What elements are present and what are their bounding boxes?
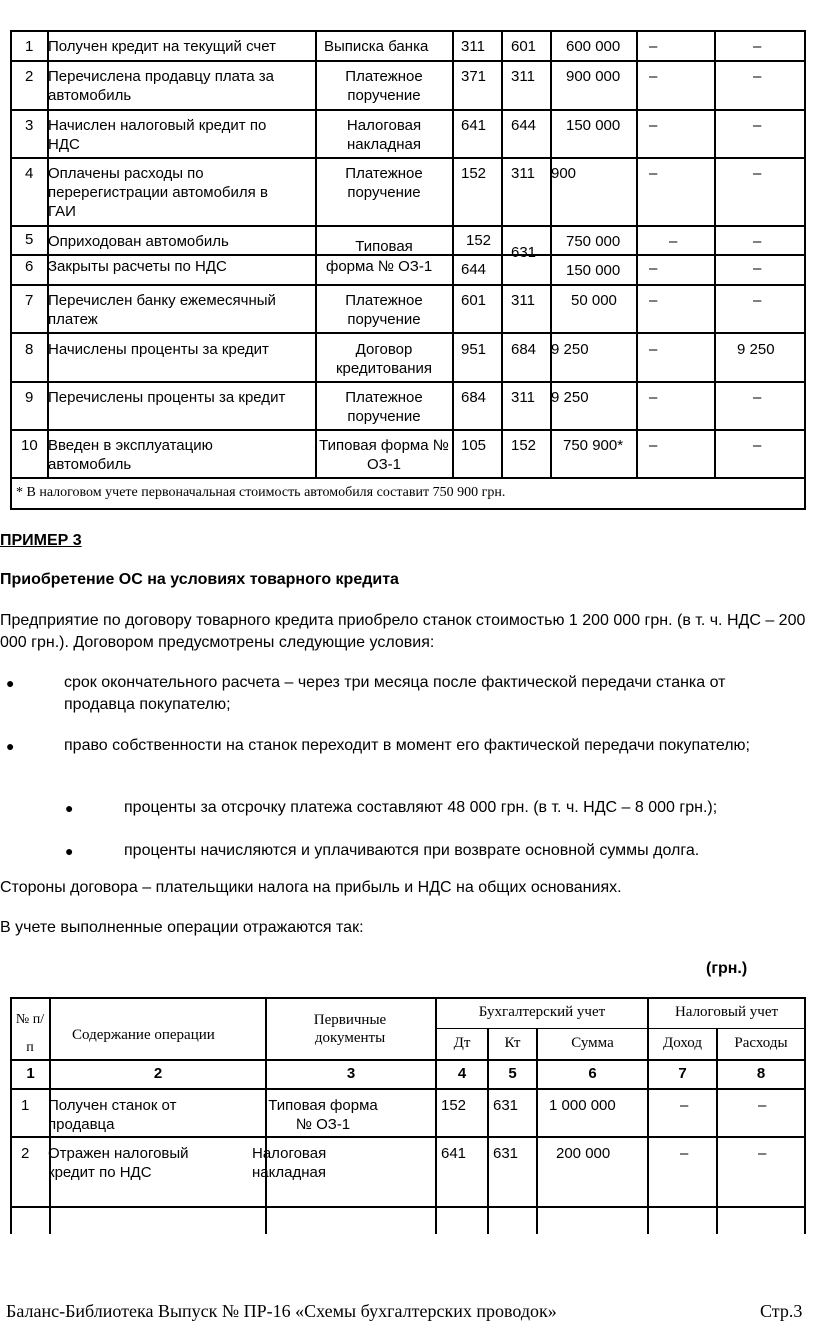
credit-account: 644 xyxy=(511,117,537,134)
debit-account: 152 xyxy=(466,232,492,249)
row-number: 8 xyxy=(25,341,34,358)
amount: 600 000 xyxy=(566,38,621,55)
credit-account: 631 xyxy=(493,1097,519,1114)
credit-account: 311 xyxy=(511,165,535,182)
amount: 200 000 xyxy=(556,1145,611,1162)
intro-paragraph: Предприятие по договору товарного кредита приобрело станок стоимостью 1 200 000 грн. (в т. ч. НДС – 200 000 грн.). Договором предусмотрены следующие условия: xyxy=(0,612,806,651)
bullet-icon: ● xyxy=(6,675,15,691)
tax-expense: – xyxy=(753,165,762,182)
column-number: 6 xyxy=(588,1065,597,1082)
header-debit: Дт xyxy=(453,1035,471,1051)
section-subheading: Приобретение ОС на условиях товарного кредита xyxy=(0,571,399,588)
amount: 900 000 xyxy=(566,68,621,85)
document-text: Договор кредитования xyxy=(335,341,433,377)
column-number: 2 xyxy=(153,1065,163,1082)
tax-expense: – xyxy=(753,389,762,406)
debit-account: 641 xyxy=(461,117,487,134)
credit-account: 601 xyxy=(511,38,537,55)
header-tax: Налоговый учет xyxy=(674,1004,779,1020)
reflect-paragraph: В учете выполненные операции отражаются так: xyxy=(0,919,364,936)
condition-item: срок окончательного расчета – через три месяца после фактической передачи станка от продавца покупателю; xyxy=(64,674,726,713)
amount: 1 000 000 xyxy=(549,1097,616,1114)
row-number: 1 xyxy=(21,1097,30,1114)
header-number: № п/п xyxy=(15,1012,45,1054)
amount: 9 250 xyxy=(551,389,589,406)
tax-income: – xyxy=(680,1145,689,1162)
row-number: 7 xyxy=(25,292,34,309)
row-number: 9 xyxy=(25,389,34,406)
operation-text: Перечислена продавцу плата за автомобиль xyxy=(48,68,275,104)
debit-account: 601 xyxy=(461,292,487,309)
debit-account: 641 xyxy=(441,1145,467,1162)
credit-account: 684 xyxy=(511,341,537,358)
column-number: 8 xyxy=(756,1065,766,1082)
tax-expense: – xyxy=(753,38,762,55)
amount: 50 000 xyxy=(571,292,617,309)
tax-income: – xyxy=(680,1097,689,1114)
row-number: 1 xyxy=(25,38,34,55)
amount: 9 250 xyxy=(551,341,589,358)
amount: 750 000 xyxy=(566,233,621,250)
column-number: 1 xyxy=(26,1065,35,1082)
amount: 900 xyxy=(551,165,577,182)
operation-text: Закрыты расчеты по НДС xyxy=(48,258,227,275)
header-expenses: Расходы xyxy=(734,1035,788,1051)
operation-text: Перечислен банку ежемесячный платеж xyxy=(48,292,276,328)
row-number: 2 xyxy=(25,68,34,85)
amount: 750 900* xyxy=(563,437,624,454)
tax-income: – xyxy=(649,437,658,454)
credit-account: 311 xyxy=(511,389,535,406)
tax-expense: – xyxy=(753,437,762,454)
amount: 150 000 xyxy=(566,117,621,134)
row-number: 10 xyxy=(21,437,38,454)
bullet-icon: ● xyxy=(6,738,15,754)
document-text: Платежное поручение xyxy=(345,292,423,328)
operation-text: Начислены проценты за кредит xyxy=(48,341,269,358)
header-amount: Сумма xyxy=(571,1035,614,1051)
tax-income: – xyxy=(649,117,658,134)
debit-account: 311 xyxy=(461,38,485,55)
footer-publication: Баланс-Библиотека Выпуск № ПР-16 «Схемы бухгалтерских проводок» xyxy=(6,1301,557,1321)
section-heading: ПРИМЕР 3 xyxy=(0,532,82,549)
row-number: 6 xyxy=(25,258,34,275)
operation-text: Получен кредит на текущий счет xyxy=(48,38,276,55)
unit-label: (грн.) xyxy=(706,960,748,977)
header-documents: Первичные документы xyxy=(313,1012,387,1046)
condition-subitem: проценты за отсрочку платежа составляют 48 000 грн. (в т. ч. НДС – 8 000 грн.); xyxy=(124,799,718,816)
debit-account: 152 xyxy=(461,165,487,182)
document-text: Платежное поручение xyxy=(345,165,423,201)
amount: 150 000 xyxy=(566,262,621,279)
bullet-icon: ● xyxy=(65,800,74,816)
document-text: Налоговая накладная xyxy=(252,1145,327,1181)
tax-income: – xyxy=(669,233,678,250)
tax-expense: – xyxy=(758,1145,767,1162)
tax-income: – xyxy=(649,68,658,85)
header-income: Доход xyxy=(663,1035,702,1051)
tax-expense: – xyxy=(753,68,762,85)
credit-account: 311 xyxy=(511,292,535,309)
row-number: 4 xyxy=(25,165,34,182)
tax-expense: – xyxy=(753,117,762,134)
debit-account: 644 xyxy=(461,261,487,278)
header-credit: Кт xyxy=(504,1035,521,1051)
operation-text: Начислен налоговый кредит по НДС xyxy=(48,117,267,153)
tax-income: – xyxy=(649,38,658,55)
column-number: 3 xyxy=(346,1065,356,1082)
debit-account: 951 xyxy=(461,341,487,358)
operation-text: Получен станок от продавца xyxy=(48,1097,177,1133)
row-number: 3 xyxy=(25,117,34,134)
page-number: Стр.3 xyxy=(760,1301,803,1321)
credit-account: 311 xyxy=(511,68,535,85)
document-text: Выписка банка xyxy=(324,38,429,55)
tax-expense: – xyxy=(753,260,762,277)
operation-text: Оприходован автомобиль xyxy=(48,233,229,250)
tax-income: – xyxy=(649,389,658,406)
document-text: форма № ОЗ-1 xyxy=(326,258,433,275)
tax-income: – xyxy=(649,260,658,277)
condition-item: право собственности на станок переходит в момент его фактической передачи покупателю; xyxy=(64,737,750,754)
document-text: Платежное поручение xyxy=(345,389,423,425)
row-number: 2 xyxy=(21,1145,30,1162)
bullet-icon: ● xyxy=(65,843,74,859)
parties-paragraph: Стороны договора – плательщики налога на прибыль и НДС на общих основаниях. xyxy=(0,879,622,896)
tax-income: – xyxy=(649,165,658,182)
header-accounting: Бухгалтерский учет xyxy=(478,1004,606,1020)
debit-account: 152 xyxy=(441,1097,467,1114)
tax-income: – xyxy=(649,341,658,358)
debit-account: 105 xyxy=(461,437,487,454)
column-number: 4 xyxy=(457,1065,467,1082)
tax-income: – xyxy=(649,292,658,309)
operation-text: Оплачены расходы по перерегистрации автомобиля в ГАИ xyxy=(48,165,268,220)
document-text: Налоговая накладная xyxy=(346,117,422,153)
condition-subitem: проценты начисляются и уплачиваются при возврате основной суммы долга. xyxy=(124,842,700,859)
tax-expense: 9 250 xyxy=(737,341,775,358)
operation-text: Введен в эксплуатацию автомобиль xyxy=(48,437,213,473)
credit-account: 631 xyxy=(493,1145,519,1162)
debit-account: 371 xyxy=(461,68,487,85)
credit-account: 631 xyxy=(511,244,537,261)
table-footnote: * В налоговом учете первоначальная стоимость автомобиля составит 750 900 грн. xyxy=(16,485,506,500)
document-text: Платежное поручение xyxy=(345,68,423,104)
tax-expense: – xyxy=(758,1097,767,1114)
document-text: Типовая форма № ОЗ-1 xyxy=(319,437,449,473)
column-number: 7 xyxy=(678,1065,687,1082)
row-number: 5 xyxy=(25,231,34,248)
operation-text: Отражен налоговый кредит по НДС xyxy=(48,1145,189,1181)
document-text: Типовая форма № ОЗ-1 xyxy=(268,1097,378,1133)
header-operation: Содержание операции xyxy=(72,1027,215,1043)
debit-account: 684 xyxy=(461,389,487,406)
operation-text: Перечислены проценты за кредит xyxy=(48,389,286,406)
document-text-clipped: Типовая xyxy=(355,240,413,252)
tax-expense: – xyxy=(753,233,762,250)
column-number: 5 xyxy=(508,1065,517,1082)
credit-account: 152 xyxy=(511,437,537,454)
tax-expense: – xyxy=(753,292,762,309)
